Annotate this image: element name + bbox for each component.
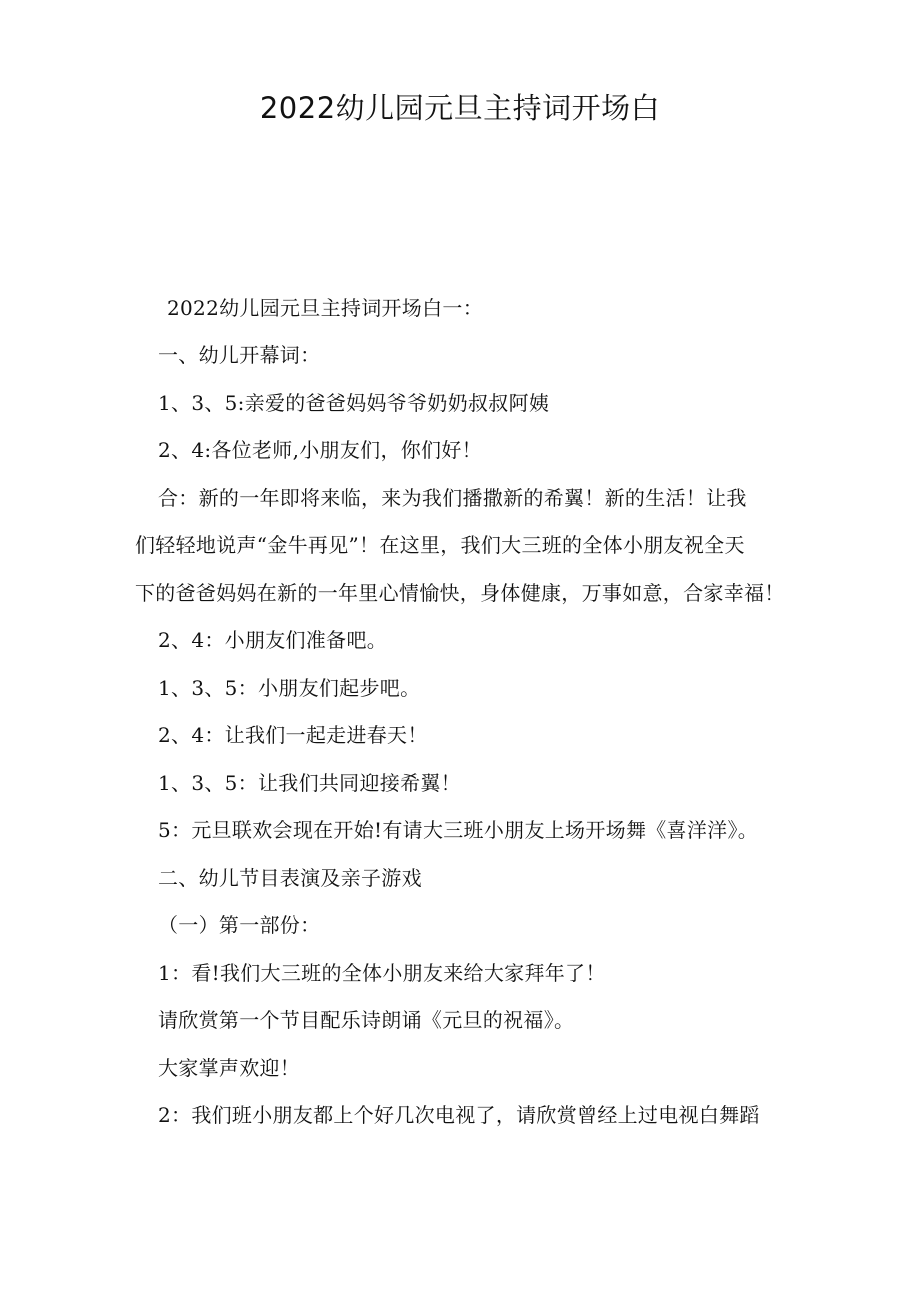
paragraph-line: 1、3、5：小朋友们起步吧。 [158, 676, 421, 700]
paragraph-line: 1、3、5:亲爱的爸爸妈妈爷爷奶奶叔叔阿姨 [158, 391, 550, 415]
paragraph-line: 大家掌声欢迎！ [158, 1056, 301, 1080]
paragraph-line: 二、幼儿节目表演及亲子游戏 [158, 866, 422, 890]
paragraph-line: 1：看!我们大三班的全体小朋友来给大家拜年了！ [158, 961, 606, 985]
document-title: 2022幼儿园元旦主持词开场白 [259, 91, 661, 125]
paragraph-line: 2022幼儿园元旦主持词开场白一： [167, 296, 483, 320]
paragraph-line: （一）第一部份： [158, 913, 321, 937]
paragraph-line: 下的爸爸妈妈在新的一年里心情愉快，身体健康，万事如意，合家幸福！ [135, 581, 785, 605]
paragraph-line: 2、4:各位老师,小朋友们，你们好！ [158, 438, 482, 462]
paragraph-line: 5：元旦联欢会现在开始!有请大三班小朋友上场开场舞《喜洋洋》。 [158, 818, 759, 842]
paragraph-line: 2、4：小朋友们准备吧。 [158, 628, 388, 652]
paragraph-line: 合：新的一年即将来临，来为我们播撒新的希翼！新的生活！让我 [158, 486, 747, 510]
paragraph-line: 2：我们班小朋友都上个好几次电视了，请欣赏曾经上过电视白舞蹈 [158, 1103, 760, 1127]
paragraph-line: 们轻轻地说声“金牛再见”！在这里，我们大三班的全体小朋友祝全天 [135, 533, 745, 557]
paragraph-line: 一、幼儿开幕词： [158, 343, 321, 367]
paragraph-line: 请欣赏第一个节目配乐诗朗诵《元旦的祝福》。 [158, 1008, 575, 1032]
paragraph-line: 2、4：让我们一起走进春天！ [158, 723, 428, 747]
paragraph-line: 1、3、5：让我们共同迎接希翼！ [158, 771, 461, 795]
